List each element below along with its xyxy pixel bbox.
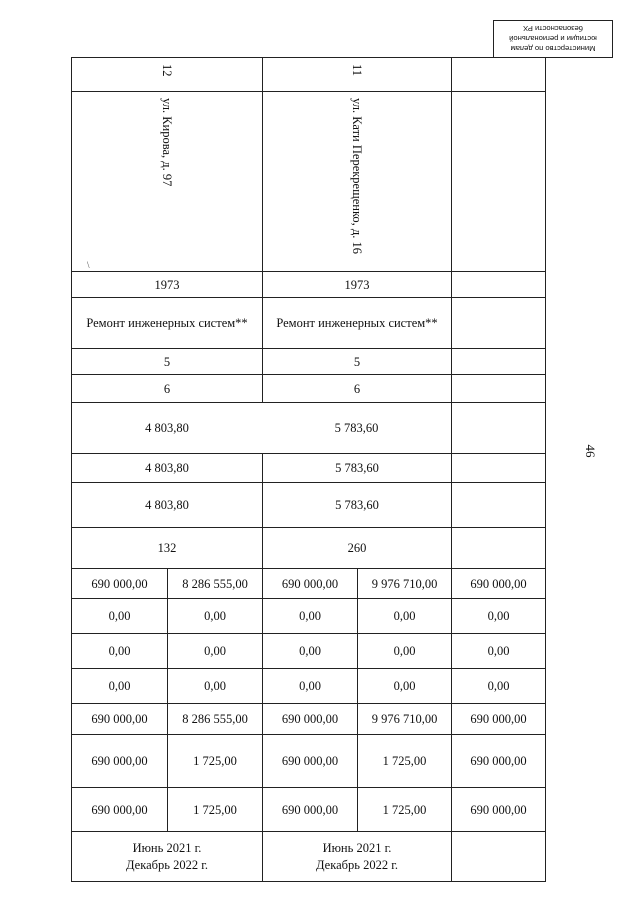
table-cell: 1 725,00 bbox=[167, 788, 262, 832]
table-cell: Ремонт инженерных систем** bbox=[86, 316, 248, 330]
table-row-area-a bbox=[72, 453, 545, 483]
table-cell: 260 bbox=[262, 528, 451, 569]
table-cell: 8 286 555,00 bbox=[167, 704, 262, 735]
table-cell: 1 725,00 bbox=[357, 735, 451, 788]
table-cell: 8 286 555,00 bbox=[167, 569, 262, 599]
table-cell bbox=[262, 832, 451, 881]
table-cell: 1 725,00 bbox=[167, 735, 262, 788]
table-cell: 5 bbox=[262, 349, 451, 375]
table-cell: 0,00 bbox=[451, 599, 545, 634]
stamp-line: юстиции и региональной bbox=[509, 34, 597, 43]
table-cell: 690 000,00 bbox=[91, 576, 148, 591]
table-cell bbox=[262, 92, 451, 272]
table-cell bbox=[451, 349, 545, 375]
table-cell: 1973 bbox=[154, 277, 180, 292]
table-cell: 0,00 bbox=[357, 634, 451, 669]
table-cell: 0,00 bbox=[108, 679, 131, 693]
table-cell bbox=[451, 272, 545, 298]
page-number: 46 bbox=[583, 444, 598, 458]
table-cell: 0,00 bbox=[357, 669, 451, 704]
table-row-money bbox=[72, 568, 545, 599]
table-cell: Ремонт инженерных систем** bbox=[262, 298, 451, 349]
table-cell: 4 803,80 bbox=[145, 421, 189, 435]
address-text: ул. Кати Перекрещенко, д. 16 bbox=[350, 98, 364, 255]
table-cell: 690 000,00 bbox=[262, 704, 357, 735]
table-cell: 0,00 bbox=[262, 669, 357, 704]
table-cell: 690 000,00 bbox=[451, 788, 545, 832]
table-cell: 132 bbox=[157, 541, 177, 555]
table-cell: 0,00 bbox=[451, 634, 545, 669]
table-cell: 690 000,00 bbox=[91, 712, 148, 726]
table-cell: 11 bbox=[262, 58, 451, 91]
table-cell bbox=[451, 832, 545, 881]
table-cell bbox=[451, 298, 545, 349]
table-cell: 5 783,60 bbox=[334, 421, 379, 435]
table-cell: 4 803,80 bbox=[145, 461, 189, 475]
table-cell: 690 000,00 bbox=[262, 735, 357, 788]
table-cell: 690 000,00 bbox=[91, 754, 148, 768]
table-cell bbox=[72, 832, 262, 881]
table-cell: 4 803,80 bbox=[145, 498, 189, 512]
table-row-numbers bbox=[72, 58, 545, 91]
ministry-stamp bbox=[493, 20, 613, 58]
table-cell bbox=[451, 483, 545, 528]
table-cell: 690 000,00 bbox=[262, 788, 357, 832]
table-cell: 690 000,00 bbox=[451, 569, 545, 599]
table-cell bbox=[451, 92, 545, 272]
table-cell: 0,00 bbox=[108, 644, 131, 658]
table-cell: 0,00 bbox=[167, 669, 262, 704]
table-cell: 6 bbox=[163, 381, 171, 396]
table-cell bbox=[451, 403, 545, 454]
period-end: Декабрь 2022 г. bbox=[315, 857, 399, 872]
table-cell: 0,00 bbox=[262, 634, 357, 669]
table-row-money bbox=[72, 734, 545, 788]
table-cell bbox=[451, 58, 545, 91]
table-cell: 9 976 710,00 bbox=[357, 704, 451, 735]
period-start: Июнь 2021 г. bbox=[132, 840, 202, 855]
period-start: Июнь 2021 г. bbox=[322, 840, 392, 855]
table-cell: 6 bbox=[262, 375, 451, 403]
stamp-line: Министерство по делам bbox=[510, 44, 596, 53]
table-cell: 690 000,00 bbox=[451, 735, 545, 788]
table-row-addresses bbox=[72, 91, 545, 272]
table-cell: 12 bbox=[160, 64, 174, 77]
table-row-area-b bbox=[72, 482, 545, 528]
table-cell: 0,00 bbox=[167, 634, 262, 669]
table-row-entrances bbox=[72, 374, 545, 403]
table-row-money bbox=[72, 633, 545, 669]
table-cell: 5 bbox=[163, 354, 171, 369]
table-cell: 0,00 bbox=[262, 599, 357, 634]
table-row-money bbox=[72, 787, 545, 832]
table-row-area-total bbox=[72, 402, 545, 454]
table-row-money bbox=[72, 668, 545, 704]
table-cell bbox=[72, 92, 262, 272]
table-cell: 9 976 710,00 bbox=[357, 569, 451, 599]
table-cell: 1 725,00 bbox=[357, 788, 451, 832]
table-cell: 0,00 bbox=[108, 609, 131, 623]
stamp-line: безопасности РХ bbox=[523, 24, 583, 33]
table-cell: 0,00 bbox=[167, 599, 262, 634]
table-cell: 5 783,60 bbox=[262, 483, 451, 528]
table-cell: 0,00 bbox=[357, 599, 451, 634]
table-row-money bbox=[72, 703, 545, 735]
table-cell: 0,00 bbox=[451, 669, 545, 704]
table-cell: 690 000,00 bbox=[91, 802, 148, 817]
period-end: Декабрь 2022 г. bbox=[125, 857, 209, 872]
table-row-floors bbox=[72, 348, 545, 375]
table-cell: 5 783,60 bbox=[262, 454, 451, 483]
table-cell bbox=[451, 375, 545, 403]
table-row-money bbox=[72, 598, 545, 634]
table-cell bbox=[451, 454, 545, 483]
table-cell bbox=[451, 528, 545, 569]
table-cell: 1973 bbox=[262, 272, 451, 298]
table-cell: 690 000,00 bbox=[262, 569, 357, 599]
table-cell: 690 000,00 bbox=[451, 704, 545, 735]
address-text: ул. Кирова, д. 97 bbox=[160, 98, 174, 187]
data-table bbox=[71, 57, 546, 882]
table-row-year bbox=[72, 271, 545, 298]
table-row-residents bbox=[72, 527, 545, 569]
table-row-work-type bbox=[72, 297, 545, 349]
pen-mark: \ bbox=[87, 260, 90, 270]
table-row-period bbox=[72, 831, 545, 881]
